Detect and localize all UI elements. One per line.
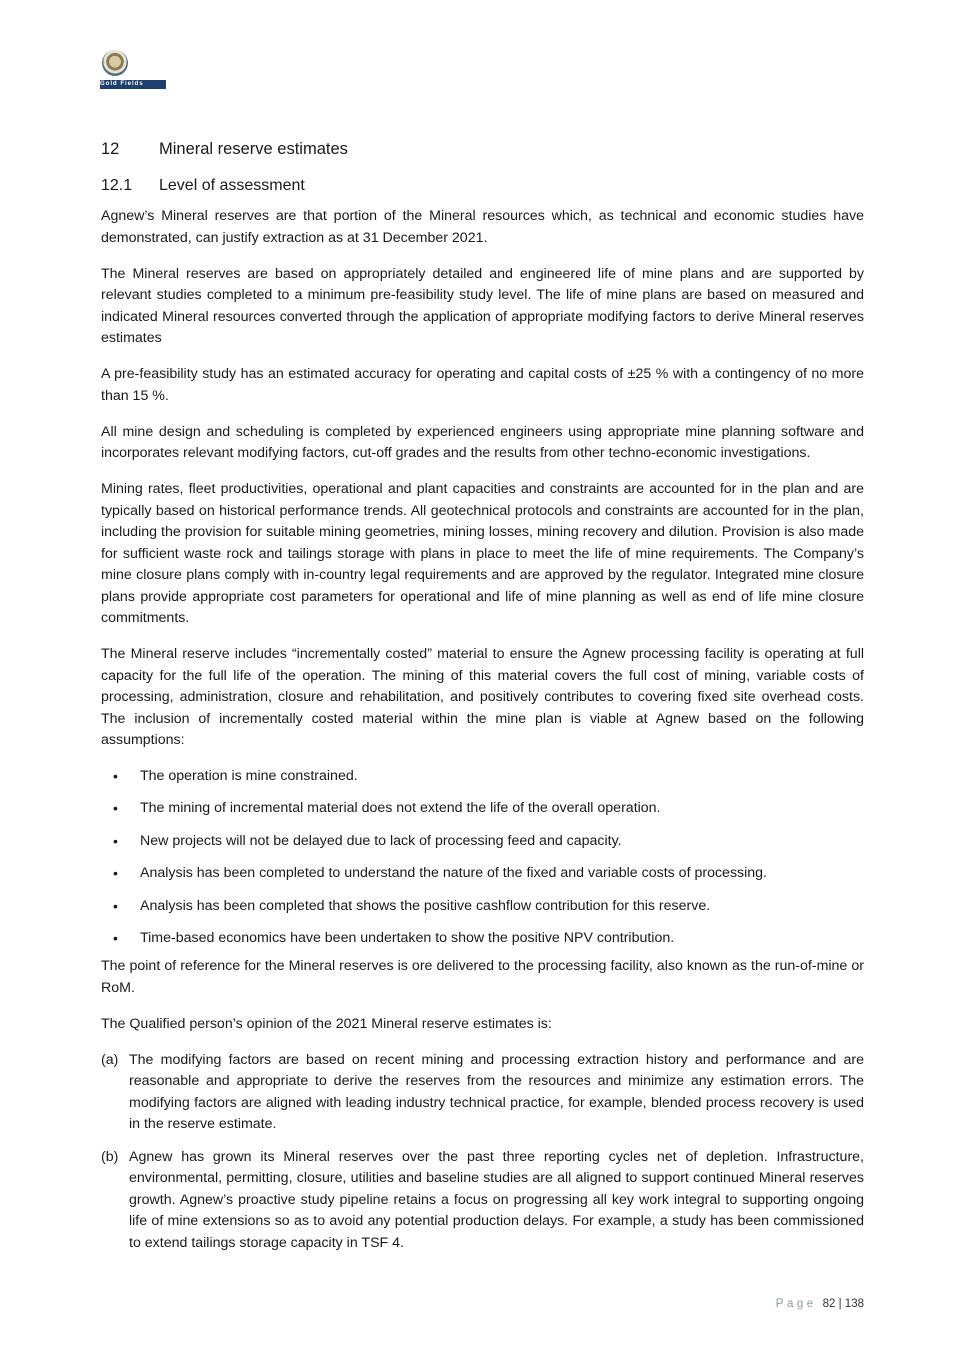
list-item: • The mining of incremental material does not extend the life of the overall operation. <box>101 798 864 820</box>
opinion-label: (a) <box>101 1051 119 1068</box>
paragraph: Mining rates, fleet productivities, operational and plant capacities and constraints are accounted for in the plan and are typically based on historical performance trends. All geotechnical protocols and constraints are accounted for in the plan, including the provision for suitable mining geometries, mining losses, mining recovery and dilution. Provision is also made for sufficient waste rock and tailings storage with plans in place to meet the life of mine requirements. The Company’s mine closure plans comply with in-country legal requirements and are approved by the regulator. Integrated mine closure plans provide appropriate cost parameters for operational and life of mine planning as well as end of life mine closure commitments. <box>101 481 864 626</box>
list-item: • New projects will not be delayed due to lack of processing feed and capacity. <box>101 831 864 853</box>
document-body <box>101 138 864 1265</box>
paragraph: A pre-feasibility study has an estimated accuracy for operating and capital costs of ±25 % with a contingency of no more than 15 %. <box>101 366 864 404</box>
section-title: Mineral reserve estimates <box>159 140 348 158</box>
opinion-list <box>101 1050 864 1255</box>
opinion-item <box>101 1147 864 1255</box>
list-item: • The operation is mine constrained. <box>101 766 864 788</box>
list-item: • Analysis has been completed to understand the nature of the fixed and variable costs of processing. <box>101 863 864 885</box>
list-item: • Time-based economics have been undertaken to show the positive NPV contribution. <box>101 928 864 950</box>
list-item: • Analysis has been completed that shows the positive cashflow contribution for this reserve. <box>101 896 864 918</box>
opinion-text: Agnew has grown its Mineral reserves over the past three reporting cycles net of depletion. Infrastructure, environmental, permitting, closure, utilities and baseline studies are all aligned to support continued Mineral reserves growth. Agnew’s proactive study pipeline retains a focus on progressing all key work integral to supporting ongoing life of mine extensions so as to avoid any potential production delays. For example, a study has been commissioned to extend tailings storage capacity in TSF 4. <box>129 1148 864 1251</box>
assumptions-list <box>101 766 864 949</box>
page-label: Page <box>775 1298 817 1310</box>
opinion-text: The modifying factors are based on recent mining and processing extraction history and performance and are reasonable and appropriate to derive the reserves from the resources and minimize any estimation errors. The modifying factors are aligned with leading industry technical practice, for example, blended process recovery is used in the reserve estimate. <box>129 1051 864 1133</box>
paragraph: Agnew’s Mineral reserves are that portion of the Mineral resources which, as technical and economic studies have demonstrated, can justify extraction as at 31 December 2021. <box>101 208 864 246</box>
paragraph: All mine design and scheduling is completed by experienced engineers using appropriate mine planning software and incorporates relevant modifying factors, cut-off grades and the results from other techno-economic investigations. <box>101 423 864 461</box>
section-number: 12 <box>101 140 120 158</box>
opinion-label: (b) <box>101 1148 119 1165</box>
paragraph: The Qualified person’s opinion of the 2021 Mineral reserve estimates is: <box>101 1015 552 1032</box>
gold-fields-seal-icon <box>102 50 128 76</box>
subsection-number: 12.1 <box>101 177 133 194</box>
opinion-item <box>101 1050 864 1136</box>
page-number: 82 | 138 <box>822 1298 864 1310</box>
paragraph: The Mineral reserves are based on appropriately detailed and engineered life of mine plans and are supported by relevant studies completed to a minimum pre-feasibility study level. The life of mine plans are based on measured and indicated Mineral resources converted through the application of appropriate modifying factors to derive Mineral reserves estimates <box>101 265 864 346</box>
gold-fields-logo <box>100 50 168 92</box>
paragraph: The Mineral reserve includes “incrementally costed” material to ensure the Agnew processing facility is operating at full capacity for the full life of the operation. The mining of this material covers the full cost of mining, variable costs of processing, administration, closure and rehabilitation, and positively contributes to covering fixed site overhead costs. The inclusion of incrementally costed material within the mine plan is viable at Agnew based on the following assumptions: <box>101 646 864 748</box>
paragraph: The point of reference for the Mineral reserves is ore delivered to the processing facility, also known as the run-of-mine or RoM. <box>101 958 864 996</box>
logo-wordmark: Gold Fields <box>100 80 166 89</box>
subsection-title: Level of assessment <box>159 177 305 194</box>
subsection-heading <box>101 175 864 197</box>
page-footer <box>776 1298 864 1310</box>
section-heading <box>101 138 864 160</box>
